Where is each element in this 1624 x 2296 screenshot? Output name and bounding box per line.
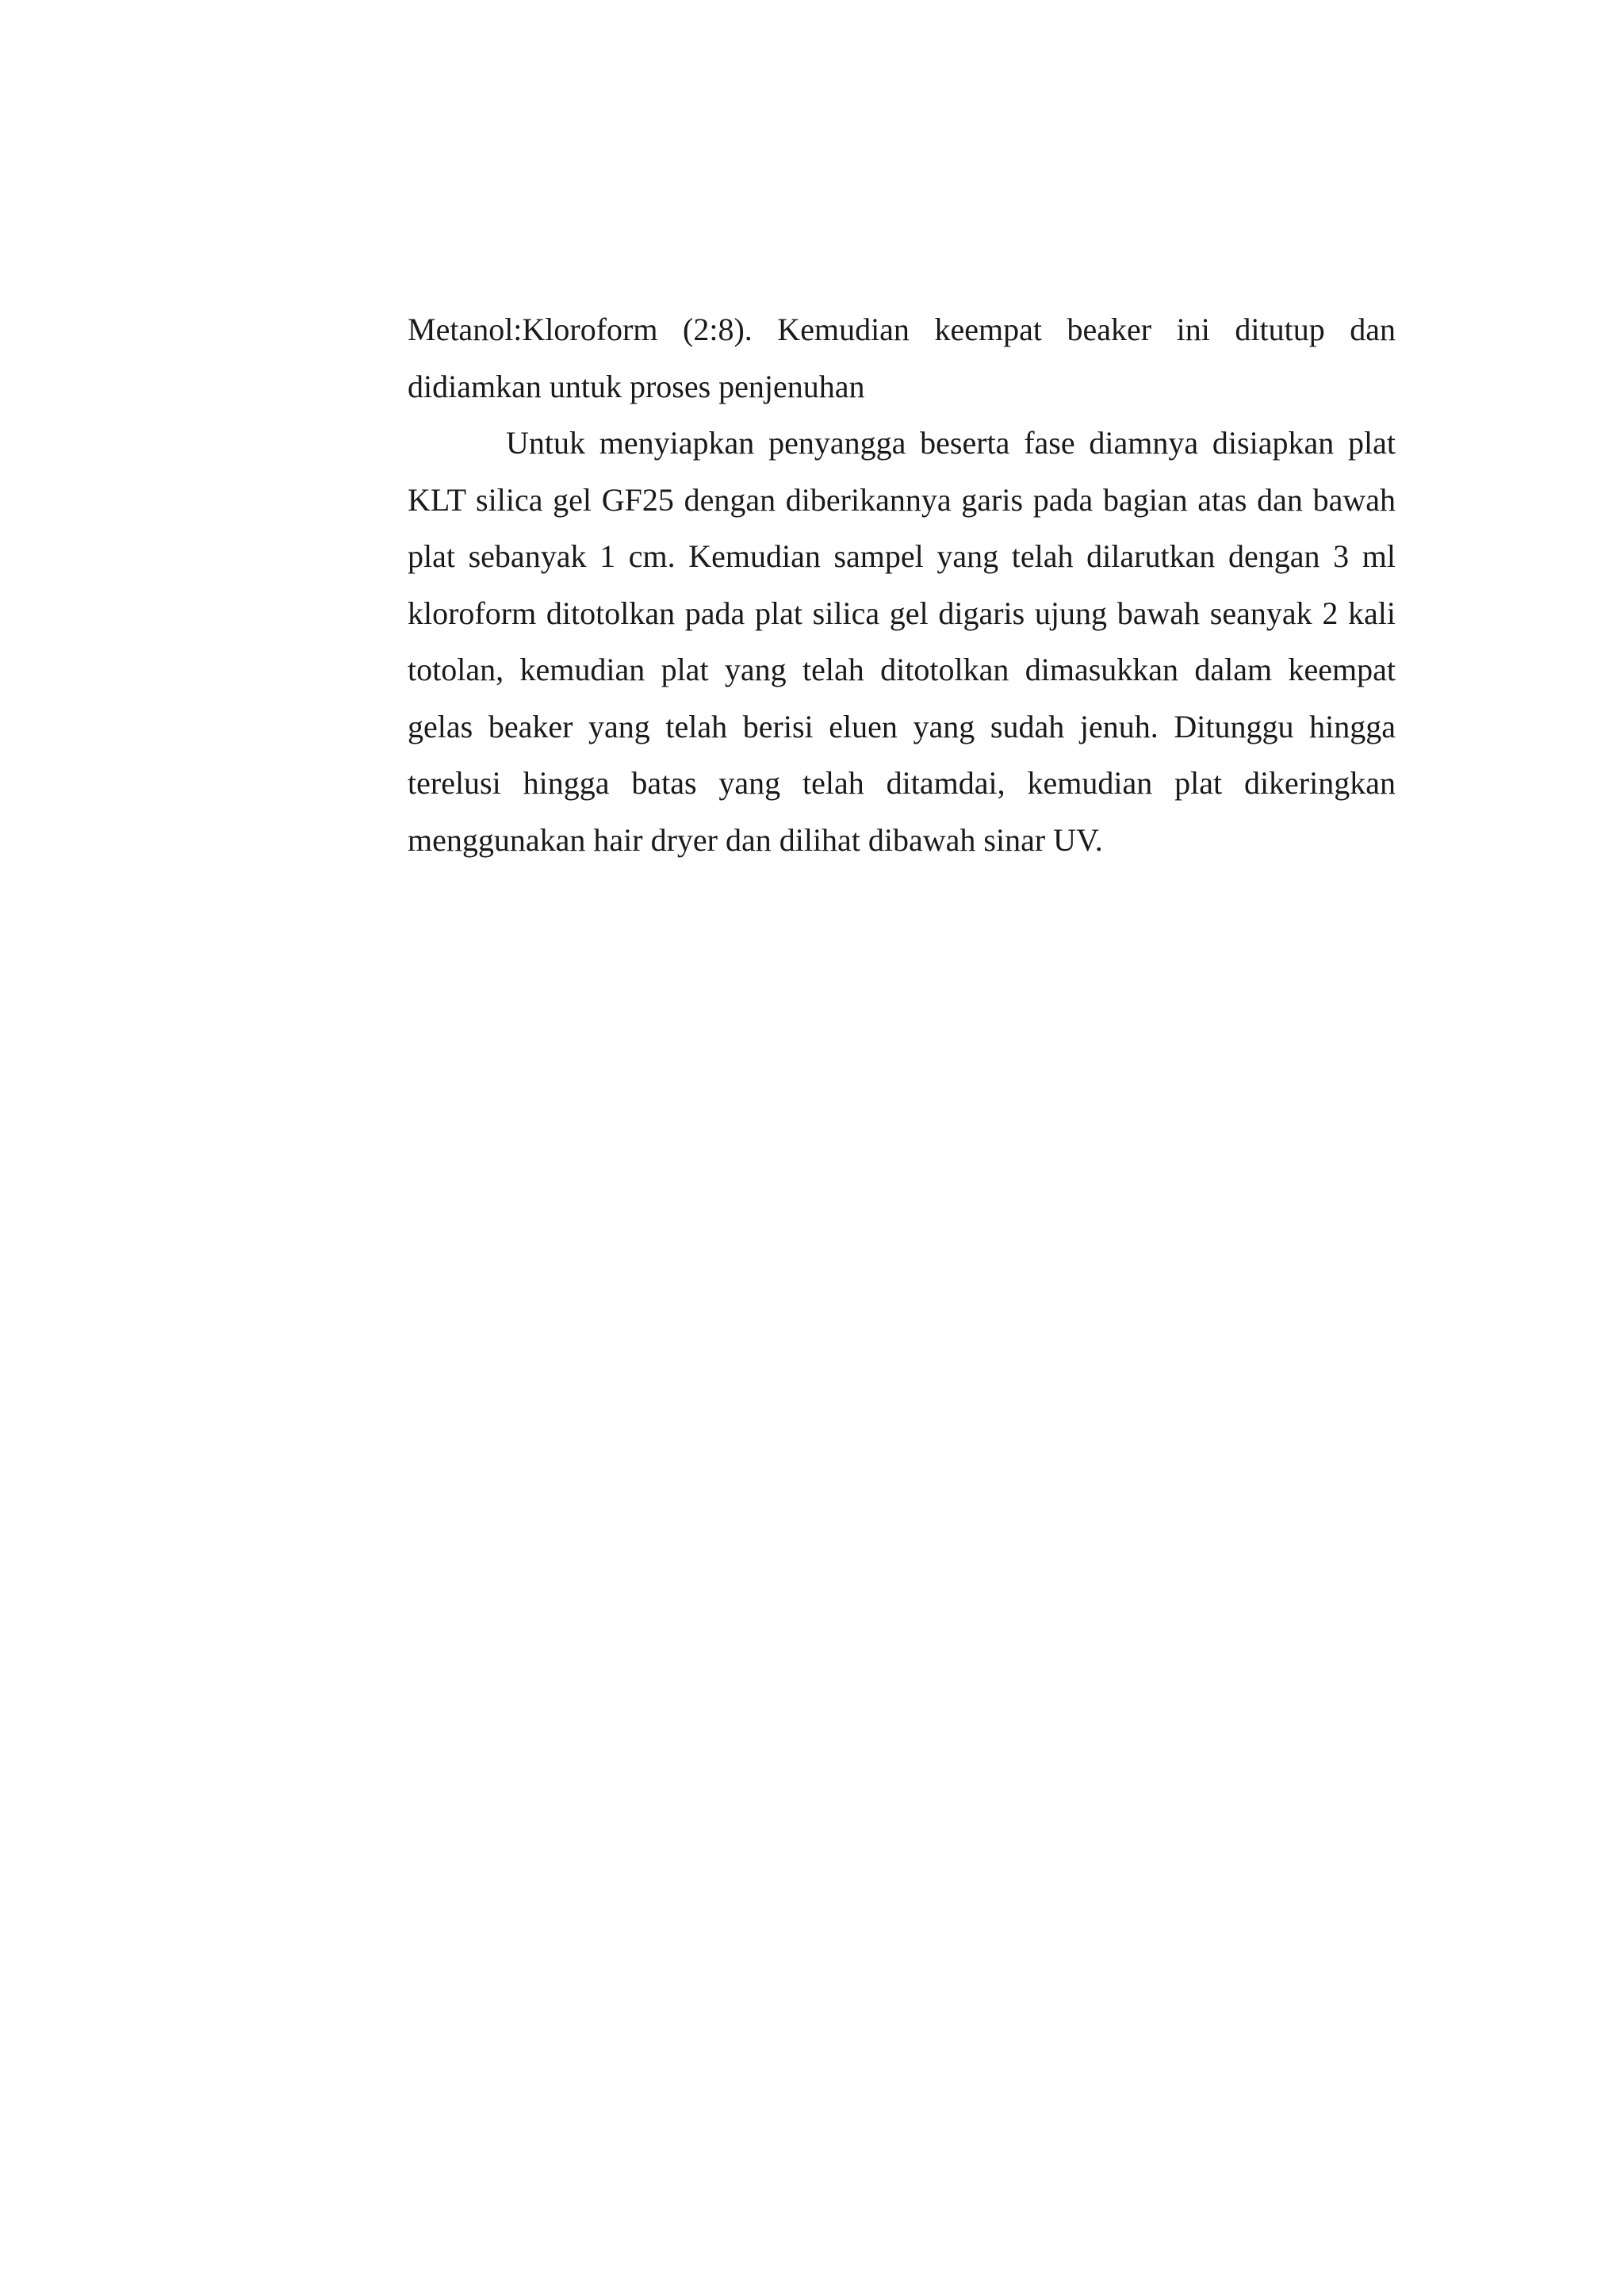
body-text — [408, 301, 1396, 868]
paragraph-continuation: Metanol:Kloroform (2:8). Kemudian keempat beaker ini ditutup dan didiamkan untuk proses penjenuhan — [408, 312, 1396, 404]
paragraph-procedure: Untuk menyiapkan penyangga beserta fase diamnya disiapkan plat KLT silica gel GF25 dengan diberikannya garis pada bagian atas dan bawah plat sebanyak 1 cm. Kemudian sampel yang telah dilarutkan dengan 3 ml kloroform ditotolkan pada plat silica gel digaris ujung bawah seanyak 2 kali totolan, kemudian plat yang telah ditotolkan dimasukkan dalam keempat gelas beaker yang telah berisi eluen yang sudah jenuh. Ditunggu hingga terelusi hingga batas yang telah ditamdai, kemudian plat dikeringkan menggunakan hair dryer dan dilihat dibawah sinar UV. — [408, 425, 1396, 858]
